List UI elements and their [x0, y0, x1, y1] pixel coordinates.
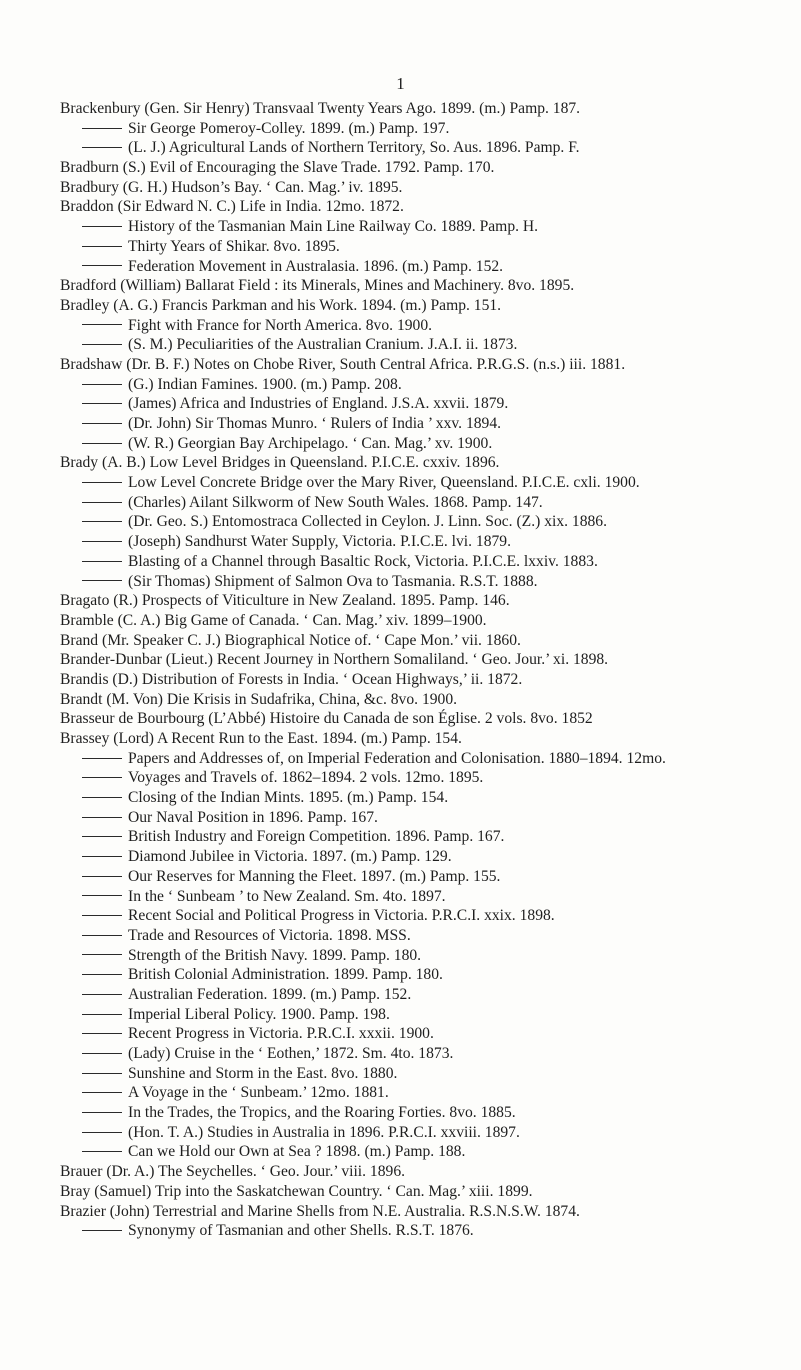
ditto-dash — [82, 777, 122, 778]
entry-text: Brand (Mr. Speaker C. J.) Biographical Notice of. ‘ Cape Mon.’ vii. 1860. — [60, 631, 521, 649]
author-entry — [60, 1202, 790, 1222]
continuation-entry — [60, 1103, 790, 1123]
entry-text: Brander-Dunbar (Lieut.) Recent Journey in Northern Somaliland. ‘ Geo. Jour.’ xi. 1898. — [60, 651, 609, 669]
entry-text: Recent Social and Political Progress in Victoria. P.R.C.I. xxix. 1898. — [128, 907, 555, 925]
author-entry — [60, 591, 790, 611]
entry-text: Imperial Liberal Policy. 1900. Pamp. 198. — [128, 1005, 390, 1023]
continuation-entry — [60, 493, 790, 513]
author-entry — [60, 296, 790, 316]
entry-text: Brandis (D.) Distribution of Forests in India. ‘ Ocean Highways,’ ii. 1872. — [60, 670, 523, 688]
entry-text: (Lady) Cruise in the ‘ Eothen,’ 1872. Sm. 4to. 1873. — [128, 1045, 454, 1062]
entry-text: British Colonial Administration. 1899. Pamp. 180. — [128, 966, 443, 984]
entry-text: Thirty Years of Shikar. 8vo. 1895. — [128, 237, 340, 255]
entry-text: Brassey (Lord) A Recent Run to the East. 1894. (m.) Pamp. 154. — [60, 730, 462, 747]
ditto-dash — [82, 1053, 122, 1054]
ditto-dash — [82, 502, 122, 503]
entry-text: Blasting of a Channel through Basaltic Rock, Victoria. P.I.C.E. lxxiv. 1883. — [128, 552, 598, 570]
continuation-entry — [60, 572, 790, 592]
continuation-entry — [60, 1044, 790, 1064]
entry-text: A Voyage in the ‘ Sunbeam.’ 12mo. 1881. — [128, 1084, 389, 1102]
entry-text: Our Reserves for Manning the Fleet. 1897. (m.) Pamp. 155. — [128, 867, 501, 885]
ditto-dash — [82, 226, 122, 227]
ditto-dash — [82, 246, 122, 247]
entry-text: Brasseur de Bourbourg (L’Abbé) Histoire du Canada de son Église. 2 vols. 8vo. 1852 — [60, 710, 593, 728]
entry-text: Papers and Addresses of, on Imperial Federation and Colonisation. 1880–1894. 12mo. — [128, 749, 666, 767]
continuation-entry — [60, 906, 790, 926]
ditto-dash — [82, 324, 122, 325]
entry-text: (Charles) Ailant Silkworm of New South Wales. 1868. Pamp. 147. — [128, 493, 543, 511]
continuation-entry — [60, 847, 790, 867]
continuation-entry — [60, 1064, 790, 1084]
ditto-dash — [82, 1073, 122, 1074]
entry-text: (L. J.) Agricultural Lands of Northern Territory, So. Aus. 1896. Pamp. F. — [128, 139, 580, 157]
entry-text: Bradburn (S.) Evil of Encouraging the Slave Trade. 1792. Pamp. 170. — [60, 159, 495, 177]
entry-text: Bramble (C. A.) Big Game of Canada. ‘ Can. Mag.’ xiv. 1899–1900. — [60, 611, 487, 629]
continuation-entry — [60, 1024, 790, 1044]
ditto-dash — [82, 1132, 122, 1133]
continuation-entry — [60, 375, 790, 395]
ditto-dash — [82, 797, 122, 798]
entry-text: Fight with France for North America. 8vo. 1900. — [128, 316, 433, 334]
ditto-dash — [82, 541, 122, 542]
entry-text: Federation Movement in Australasia. 1896. (m.) Pamp. 152. — [128, 257, 504, 275]
ditto-dash — [82, 836, 122, 837]
entry-text: Bradley (A. G.) Francis Parkman and his Work. 1894. (m.) Pamp. 151. — [60, 296, 502, 314]
author-entry — [60, 158, 790, 178]
continuation-entry — [60, 985, 790, 1005]
entry-text: Can we Hold our Own at Sea ? 1898. (m.) Pamp. 188. — [128, 1143, 466, 1161]
entry-text: In the ‘ Sunbeam ’ to New Zealand. Sm. 4to. 1897. — [128, 887, 446, 905]
continuation-entry — [60, 749, 790, 769]
ditto-dash — [82, 974, 122, 975]
entry-text: British Industry and Foreign Competition. 1896. Pamp. 167. — [128, 828, 505, 846]
continuation-entry — [60, 827, 790, 847]
entry-text: Bragato (R.) Prospects of Viticulture in New Zealand. 1895. Pamp. 146. — [60, 592, 510, 610]
continuation-entry — [60, 257, 790, 277]
continuation-entry — [60, 217, 790, 237]
entry-text: Closing of the Indian Mints. 1895. (m.) Pamp. 154. — [128, 789, 449, 807]
continuation-entry — [60, 965, 790, 985]
entry-text: Braddon (Sir Edward N. C.) Life in India. 12mo. 1872. — [60, 198, 404, 216]
author-entry — [60, 178, 790, 198]
entry-text: Recent Progress in Victoria. P.R.C.I. xxxii. 1900. — [128, 1025, 434, 1043]
ditto-dash — [82, 935, 122, 936]
entry-text: Bradford (William) Ballarat Field : its Minerals, Mines and Machinery. 8vo. 1895. — [60, 277, 575, 295]
ditto-dash — [82, 1151, 122, 1152]
author-entry — [60, 276, 790, 296]
entry-text: Diamond Jubilee in Victoria. 1897. (m.) Pamp. 129. — [128, 848, 452, 866]
continuation-entry — [60, 867, 790, 887]
ditto-dash — [82, 265, 122, 266]
ditto-dash — [82, 403, 122, 404]
entry-text: Low Level Concrete Bridge over the Mary River, Queensland. P.I.C.E. cxli. 1900. — [128, 474, 640, 492]
entry-text: (W. R.) Georgian Bay Archipelago. ‘ Can. Mag.’ xv. 1900. — [128, 434, 493, 452]
entry-text: Australian Federation. 1899. (m.) Pamp. 152. — [128, 985, 412, 1003]
entry-text: History of the Tasmanian Main Line Railway Co. 1889. Pamp. H. — [128, 218, 539, 236]
continuation-entry — [60, 119, 790, 139]
ditto-dash — [82, 758, 122, 759]
entry-text: Bradshaw (Dr. B. F.) Notes on Chobe River, South Central Africa. P.R.G.S. (n.s.) iii. 1881. — [60, 355, 626, 373]
author-entry — [60, 99, 790, 119]
continuation-entry — [60, 946, 790, 966]
entry-text: Bray (Samuel) Trip into the Saskatchewan Country. ‘ Can. Mag.’ xiii. 1899. — [60, 1182, 533, 1200]
entry-text: Sir George Pomeroy-Colley. 1899. (m.) Pamp. 197. — [128, 119, 450, 137]
ditto-dash — [82, 817, 122, 818]
ditto-dash — [82, 1014, 122, 1015]
continuation-entry — [60, 926, 790, 946]
entry-text: (Joseph) Sandhurst Water Supply, Victoria. P.I.C.E. lvi. 1879. — [128, 533, 512, 551]
author-entry — [60, 650, 790, 670]
entry-text: Our Naval Position in 1896. Pamp. 167. — [128, 808, 378, 826]
author-entry — [60, 355, 790, 375]
ditto-dash — [82, 1112, 122, 1113]
author-entry — [60, 670, 790, 690]
ditto-dash — [82, 423, 122, 424]
ditto-dash — [82, 915, 122, 916]
ditto-dash — [82, 1092, 122, 1093]
entry-text: Bradbury (G. H.) Hudson’s Bay. ‘ Can. Mag.’ iv. 1895. — [60, 178, 403, 196]
ditto-dash — [82, 128, 122, 129]
continuation-entry — [60, 237, 790, 257]
author-entry — [60, 729, 790, 749]
entry-text: Trade and Resources of Victoria. 1898. MSS. — [128, 926, 411, 944]
entry-text: Brady (A. B.) Low Level Bridges in Queensland. P.I.C.E. cxxiv. 1896. — [60, 454, 500, 472]
ditto-dash — [82, 856, 122, 857]
continuation-entry — [60, 394, 790, 414]
author-entry — [60, 453, 790, 473]
continuation-entry — [60, 1221, 790, 1241]
continuation-entry — [60, 316, 790, 336]
continuation-entry — [60, 473, 790, 493]
entry-text: (S. M.) Peculiarities of the Australian Cranium. J.A.I. ii. 1873. — [128, 336, 518, 354]
entry-text: (Sir Thomas) Shipment of Salmon Ova to Tasmania. R.S.T. 1888. — [128, 572, 538, 590]
continuation-entry — [60, 788, 790, 808]
entry-text: Sunshine and Storm in the East. 8vo. 1880. — [128, 1064, 398, 1082]
continuation-entry — [60, 512, 790, 532]
entry-text: (G.) Indian Famines. 1900. (m.) Pamp. 208. — [128, 375, 402, 393]
bibliography-list — [60, 99, 790, 1241]
entry-text: Brandt (M. Von) Die Krisis in Sudafrika, China, &c. 8vo. 1900. — [60, 690, 458, 708]
continuation-entry — [60, 1123, 790, 1143]
continuation-entry — [60, 1005, 790, 1025]
continuation-entry — [60, 532, 790, 552]
continuation-entry — [60, 335, 790, 355]
author-entry — [60, 690, 790, 710]
ditto-dash — [82, 1230, 122, 1231]
entry-text: Voyages and Travels of. 1862–1894. 2 vols. 12mo. 1895. — [128, 769, 484, 787]
continuation-entry — [60, 434, 790, 454]
entry-text: Strength of the British Navy. 1899. Pamp. 180. — [128, 946, 422, 964]
ditto-dash — [82, 147, 122, 148]
ditto-dash — [82, 895, 122, 896]
continuation-entry — [60, 768, 790, 788]
entry-text: Brauer (Dr. A.) The Seychelles. ‘ Geo. Jour.’ viii. 1896. — [60, 1163, 406, 1181]
entry-text: (Dr. Geo. S.) Entomostraca Collected in Ceylon. J. Linn. Soc. (Z.) xix. 1886. — [128, 513, 607, 531]
page-number: 1 — [396, 74, 405, 93]
author-entry — [60, 1182, 790, 1202]
continuation-entry — [60, 1083, 790, 1103]
entry-text: (Hon. T. A.) Studies in Australia in 1896. P.R.C.I. xxviii. 1897. — [128, 1123, 520, 1141]
ditto-dash — [82, 561, 122, 562]
ditto-dash — [82, 521, 122, 522]
continuation-entry — [60, 1142, 790, 1162]
ditto-dash — [82, 580, 122, 581]
continuation-entry — [60, 808, 790, 828]
author-entry — [60, 197, 790, 217]
continuation-entry — [60, 552, 790, 572]
entry-text: Brackenbury (Gen. Sir Henry) Transvaal Twenty Years Ago. 1899. (m.) Pamp. 187. — [60, 100, 581, 117]
continuation-entry — [60, 887, 790, 907]
author-entry — [60, 1162, 790, 1182]
entry-text: (Dr. John) Sir Thomas Munro. ‘ Rulers of India ’ xxv. 1894. — [128, 415, 502, 432]
author-entry — [60, 611, 790, 631]
ditto-dash — [82, 994, 122, 995]
ditto-dash — [82, 443, 122, 444]
ditto-dash — [82, 876, 122, 877]
ditto-dash — [82, 1033, 122, 1034]
entry-text: (James) Africa and Industries of England. J.S.A. xxvii. 1879. — [128, 395, 509, 413]
ditto-dash — [82, 954, 122, 955]
ditto-dash — [82, 482, 122, 483]
entry-text: Synonymy of Tasmanian and other Shells. R.S.T. 1876. — [128, 1222, 474, 1240]
entry-text: In the Trades, the Tropics, and the Roaring Forties. 8vo. 1885. — [128, 1104, 516, 1122]
entry-text: Brazier (John) Terrestrial and Marine Shells from N.E. Australia. R.S.N.S.W. 1874. — [60, 1202, 580, 1220]
continuation-entry — [60, 138, 790, 158]
author-entry — [60, 709, 790, 729]
ditto-dash — [82, 384, 122, 385]
ditto-dash — [82, 344, 122, 345]
continuation-entry — [60, 414, 790, 434]
author-entry — [60, 631, 790, 651]
